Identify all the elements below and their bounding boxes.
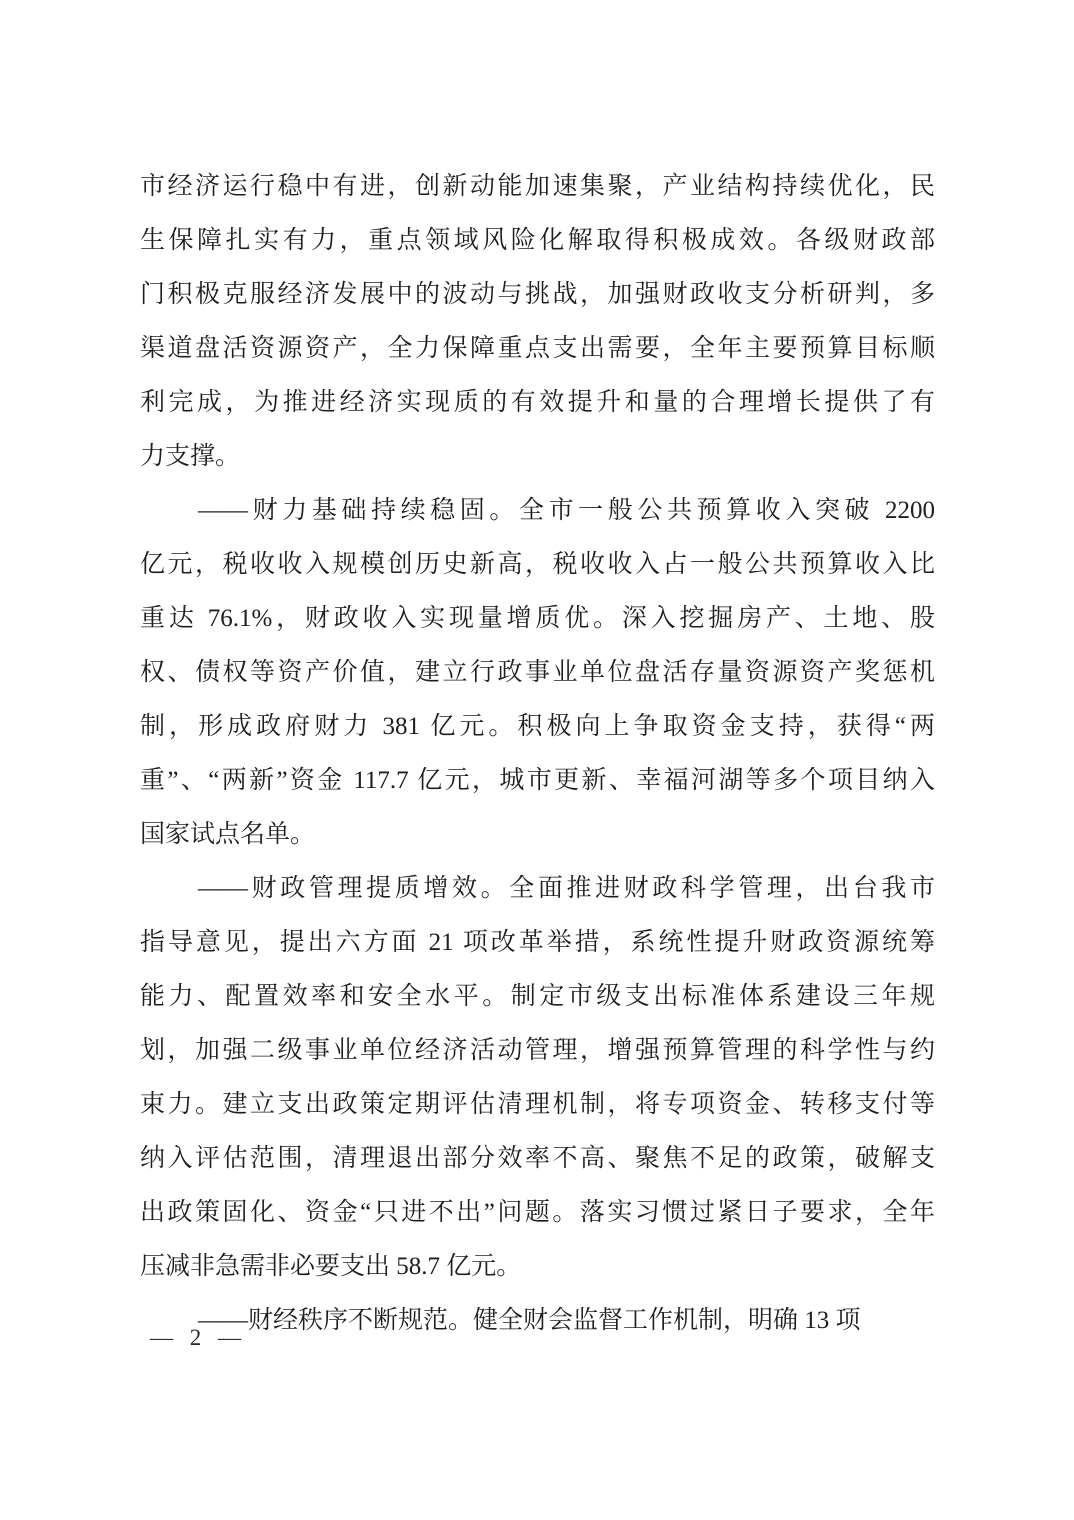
text-line: 束力。建立支出政策定期评估清理机制，将专项资金、转移支付等 bbox=[140, 1091, 935, 1118]
document-body bbox=[140, 160, 935, 1348]
paragraph bbox=[140, 862, 935, 1294]
text-line: 亿元，税收收入规模创历史新高，税收收入占一般公共预算收入比 bbox=[140, 551, 935, 578]
text-line: 出政策固化、资金“只进不出”问题。落实习惯过紧日子要求，全年 bbox=[140, 1199, 935, 1226]
paragraph bbox=[140, 484, 935, 862]
text-line: 制，形成政府财力 381 亿元。积极向上争取资金支持，获得“两 bbox=[140, 713, 935, 740]
text-line: 压减非急需非必要支出 58.7 亿元。 bbox=[140, 1253, 522, 1280]
text-line: 能力、配置效率和安全水平。制定市级支出标准体系建设三年规 bbox=[140, 983, 935, 1010]
text-line: ——财经秩序不断规范。健全财会监督工作机制，明确 13 项 bbox=[198, 1307, 861, 1334]
text-line: 划，加强二级事业单位经济活动管理，增强预算管理的科学性与约 bbox=[140, 1037, 935, 1064]
text-line: 国家试点名单。 bbox=[140, 821, 316, 848]
text-line: ——财政管理提质增效。全面推进财政科学管理，出台我市 bbox=[198, 875, 935, 902]
text-line: 门积极克服经济发展中的波动与挑战，加强财政收支分析研判，多 bbox=[140, 281, 935, 308]
page-number: — 2 — bbox=[150, 1325, 241, 1350]
text-line: 利完成，为推进经济实现质的有效提升和量的合理增长提供了有 bbox=[140, 389, 935, 416]
paragraph bbox=[140, 160, 935, 484]
text-line: ——财力基础持续稳固。全市一般公共预算收入突破 2200 bbox=[198, 497, 935, 524]
text-line: 重达 76.1%，财政收入实现量增质优。深入挖掘房产、土地、股 bbox=[140, 605, 935, 632]
text-line: 市经济运行稳中有进，创新动能加速集聚，产业结构持续优化，民 bbox=[140, 173, 935, 200]
text-line: 重”、“两新”资金 117.7 亿元，城市更新、幸福河湖等多个项目纳入 bbox=[140, 767, 935, 794]
text-line: 纳入评估范围，清理退出部分效率不高、聚焦不足的政策，破解支 bbox=[140, 1145, 935, 1172]
text-line: 指导意见，提出六方面 21 项改革举措，系统性提升财政资源统筹 bbox=[140, 929, 935, 956]
text-line: 力支撑。 bbox=[140, 443, 241, 470]
paragraph bbox=[140, 1294, 935, 1348]
text-line: 权、债权等资产价值，建立行政事业单位盘活存量资源资产奖惩机 bbox=[140, 659, 935, 686]
text-line: 渠道盘活资源资产，全力保障重点支出需要，全年主要预算目标顺 bbox=[140, 335, 935, 362]
text-line: 生保障扎实有力，重点领域风险化解取得积极成效。各级财政部 bbox=[140, 227, 935, 254]
